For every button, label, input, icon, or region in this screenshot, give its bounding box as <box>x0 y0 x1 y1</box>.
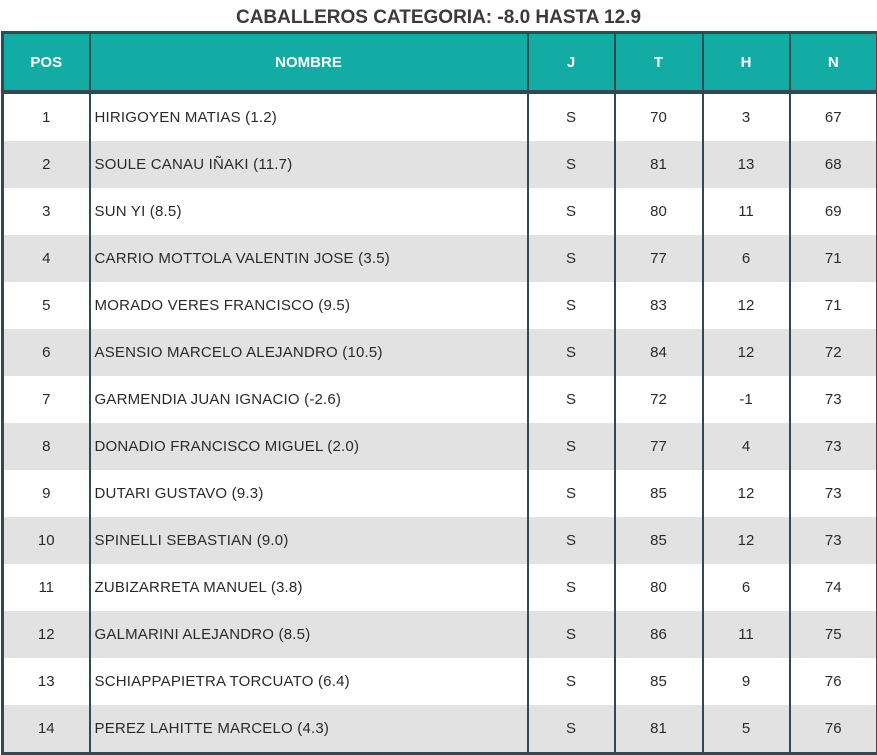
cell-t: 83 <box>615 282 703 329</box>
column-header-pos: POS <box>3 33 90 93</box>
cell-j: S <box>528 235 615 282</box>
cell-nombre: SPINELLI SEBASTIAN (9.0) <box>90 517 528 564</box>
cell-h: -1 <box>703 376 790 423</box>
column-header-nombre: NOMBRE <box>90 33 528 93</box>
cell-pos: 2 <box>3 141 90 188</box>
cell-nombre: ZUBIZARRETA MANUEL (3.8) <box>90 564 528 611</box>
cell-pos: 12 <box>3 611 90 658</box>
cell-n: 72 <box>790 329 877 376</box>
cell-n: 67 <box>790 92 877 141</box>
table-row <box>3 376 877 423</box>
cell-pos: 13 <box>3 658 90 705</box>
cell-t: 77 <box>615 235 703 282</box>
cell-pos: 5 <box>3 282 90 329</box>
cell-j: S <box>528 376 615 423</box>
cell-nombre: HIRIGOYEN MATIAS (1.2) <box>90 92 528 141</box>
cell-j: S <box>528 564 615 611</box>
cell-pos: 9 <box>3 470 90 517</box>
table-row <box>3 470 877 517</box>
table-row <box>3 564 877 611</box>
cell-j: S <box>528 282 615 329</box>
cell-pos: 14 <box>3 705 90 754</box>
cell-pos: 1 <box>3 92 90 141</box>
cell-j: S <box>528 517 615 564</box>
cell-j: S <box>528 658 615 705</box>
cell-t: 72 <box>615 376 703 423</box>
cell-nombre: CARRIO MOTTOLA VALENTIN JOSE (3.5) <box>90 235 528 282</box>
cell-t: 86 <box>615 611 703 658</box>
page-title: CABALLEROS CATEGORIA: -8.0 HASTA 12.9 <box>0 0 877 34</box>
cell-n: 73 <box>790 423 877 470</box>
cell-j: S <box>528 329 615 376</box>
cell-nombre: PEREZ LAHITTE MARCELO (4.3) <box>90 705 528 754</box>
cell-h: 6 <box>703 564 790 611</box>
column-header-n: N <box>790 33 877 93</box>
cell-n: 74 <box>790 564 877 611</box>
cell-j: S <box>528 92 615 141</box>
cell-n: 68 <box>790 141 877 188</box>
cell-h: 12 <box>703 517 790 564</box>
cell-nombre: SCHIAPPAPIETRA TORCUATO (6.4) <box>90 658 528 705</box>
cell-pos: 6 <box>3 329 90 376</box>
cell-nombre: ASENSIO MARCELO ALEJANDRO (10.5) <box>90 329 528 376</box>
table-row <box>3 188 877 235</box>
cell-t: 77 <box>615 423 703 470</box>
cell-h: 5 <box>703 705 790 754</box>
table-row <box>3 92 877 141</box>
cell-j: S <box>528 423 615 470</box>
cell-h: 12 <box>703 329 790 376</box>
cell-h: 9 <box>703 658 790 705</box>
cell-n: 73 <box>790 470 877 517</box>
cell-n: 73 <box>790 376 877 423</box>
table-row <box>3 611 877 658</box>
column-header-t: T <box>615 33 703 93</box>
cell-n: 71 <box>790 282 877 329</box>
table-row <box>3 235 877 282</box>
cell-nombre: GALMARINI ALEJANDRO (8.5) <box>90 611 528 658</box>
cell-pos: 4 <box>3 235 90 282</box>
cell-h: 3 <box>703 92 790 141</box>
results-table <box>1 31 877 755</box>
cell-h: 12 <box>703 470 790 517</box>
table-row <box>3 658 877 705</box>
table-header-row <box>3 33 877 93</box>
cell-j: S <box>528 470 615 517</box>
cell-h: 4 <box>703 423 790 470</box>
cell-t: 85 <box>615 517 703 564</box>
cell-j: S <box>528 141 615 188</box>
cell-h: 11 <box>703 611 790 658</box>
cell-nombre: MORADO VERES FRANCISCO (9.5) <box>90 282 528 329</box>
cell-n: 71 <box>790 235 877 282</box>
cell-t: 70 <box>615 92 703 141</box>
cell-j: S <box>528 705 615 754</box>
cell-h: 12 <box>703 282 790 329</box>
cell-pos: 8 <box>3 423 90 470</box>
cell-n: 75 <box>790 611 877 658</box>
table-row <box>3 705 877 754</box>
cell-nombre: DONADIO FRANCISCO MIGUEL (2.0) <box>90 423 528 470</box>
cell-pos: 7 <box>3 376 90 423</box>
cell-nombre: GARMENDIA JUAN IGNACIO (-2.6) <box>90 376 528 423</box>
cell-nombre: SUN YI (8.5) <box>90 188 528 235</box>
cell-t: 84 <box>615 329 703 376</box>
cell-t: 80 <box>615 564 703 611</box>
table-row <box>3 423 877 470</box>
cell-t: 81 <box>615 141 703 188</box>
table-row <box>3 517 877 564</box>
column-header-j: J <box>528 33 615 93</box>
cell-j: S <box>528 611 615 658</box>
cell-pos: 11 <box>3 564 90 611</box>
cell-h: 11 <box>703 188 790 235</box>
cell-t: 85 <box>615 658 703 705</box>
table-row <box>3 282 877 329</box>
cell-n: 73 <box>790 517 877 564</box>
cell-nombre: DUTARI GUSTAVO (9.3) <box>90 470 528 517</box>
cell-n: 69 <box>790 188 877 235</box>
cell-h: 13 <box>703 141 790 188</box>
cell-pos: 3 <box>3 188 90 235</box>
table-row <box>3 141 877 188</box>
table-row <box>3 329 877 376</box>
cell-t: 80 <box>615 188 703 235</box>
cell-j: S <box>528 188 615 235</box>
cell-t: 81 <box>615 705 703 754</box>
cell-n: 76 <box>790 658 877 705</box>
cell-nombre: SOULE CANAU IÑAKI (11.7) <box>90 141 528 188</box>
cell-n: 76 <box>790 705 877 754</box>
cell-t: 85 <box>615 470 703 517</box>
cell-h: 6 <box>703 235 790 282</box>
cell-pos: 10 <box>3 517 90 564</box>
column-header-h: H <box>703 33 790 93</box>
